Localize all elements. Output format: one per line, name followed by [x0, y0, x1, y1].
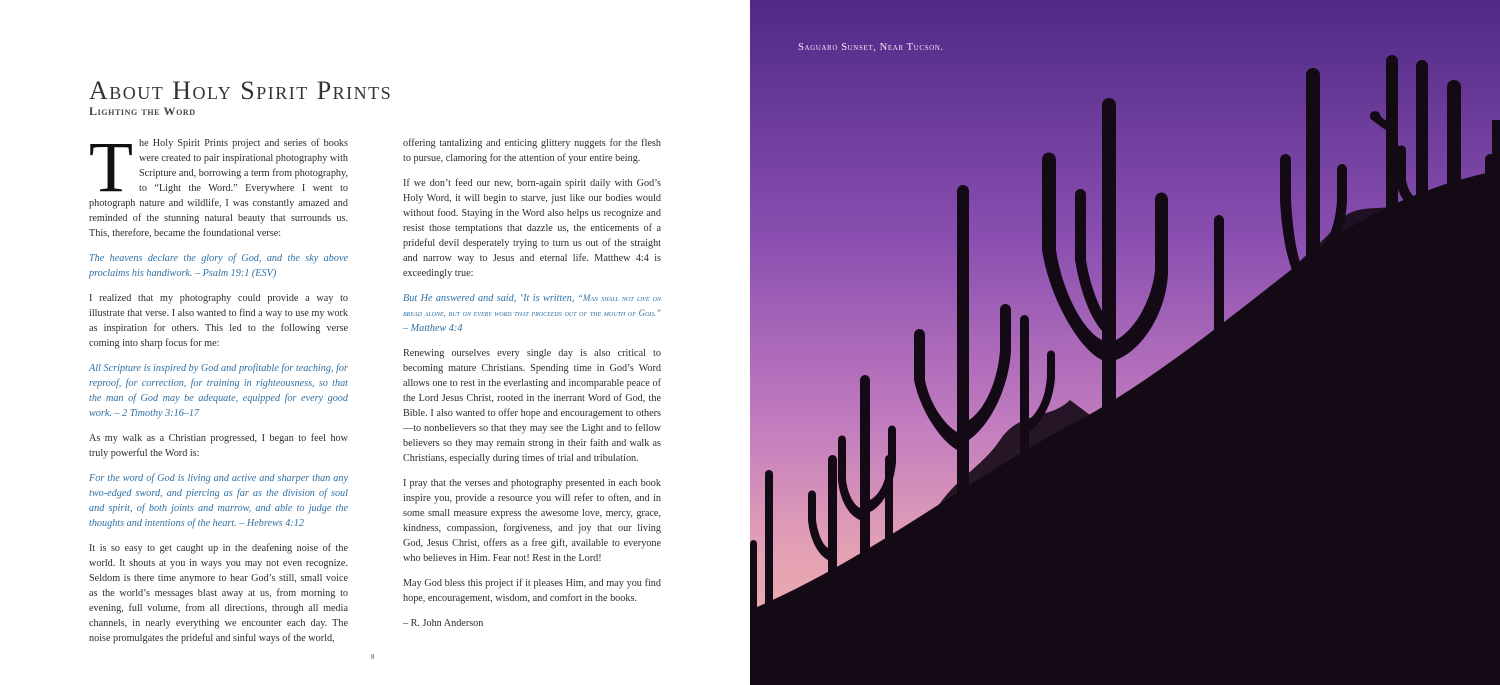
verse-matthew-lead: But He answered and said, ‘It is written, — [403, 293, 578, 304]
text-column-right — [403, 136, 661, 641]
verse-psalm: The heavens declare the glory of God, and the sky above proclaims his handiwork. – Psalm 19:1 (ESV) — [89, 253, 348, 279]
verse-matthew — [403, 291, 661, 336]
right-page — [750, 0, 1500, 685]
page-number: 8 — [371, 653, 375, 661]
verse-timothy: All Scripture is inspired by God and profitable for teaching, for reproof, for correction, for training in righteousness, so that the man of God may be adequate, equipped for every good work. – 2 Timothy 3:16–17 — [89, 363, 348, 419]
body-paragraph: If we don’t feed our new, born-again spirit daily with God’s Holy Word, it will begin to starve, just like our bodies would without food. Staying in the Word also helps us recognize and resist those temptations that dazzle us, the enticements of a prideful devil desperately trying to turn us out of the straight and narrow way to Jesus and eternal life. Matthew 4:4 is exceedingly true: — [403, 178, 661, 279]
page-title: About Holy Spirit Prints — [89, 76, 393, 105]
body-paragraph: Renewing ourselves every single day is also critical to becoming mature Christians. Spending time in God’s Word allows one to rest in the everlasting and incomparable peace of the Lord Jesus Christ, rooted in the inerrant Word of God, the Bible. I also wanted to offer hope and encouragement to others—to nonbelievers so that they may see the Light and to fellow believers so they may remain strong in their faith and walk as Christians, especially during times of trial and tribulation. — [403, 348, 661, 464]
text-column-left — [89, 127, 348, 656]
verse-matthew-quote: “Man shall not live on bread alone, but on every word that proceeds out of the mouth of God.” — [403, 293, 661, 318]
body-paragraph: As my walk as a Christian progressed, I began to feel how truly powerful the Word is: — [89, 433, 348, 459]
verse-matthew-ref: – Matthew 4:4 — [403, 323, 463, 334]
photo-caption: Saguaro Sunset, Near Tucson. — [798, 42, 944, 53]
body-paragraph: offering tantalizing and enticing glittery nuggets for the flesh to pursue, clamoring for the attention of your entire being. — [403, 138, 661, 164]
verse-hebrews: For the word of God is living and active and sharper than any two-edged sword, and piercing as far as the division of soul and spirit, of both joints and marrow, and able to judge the thoughts and intentions of the heart. – Hebrews 4:12 — [89, 473, 348, 529]
body-paragraph: May God bless this project if it pleases Him, and may you find hope, encouragement, wisdom, and comfort in the books. — [403, 578, 661, 604]
author-signature: – R. John Anderson — [403, 618, 484, 629]
saguaro-sunset-photo — [750, 0, 1500, 685]
page-subtitle: Lighting the Word — [89, 104, 196, 118]
body-paragraph: I pray that the verses and photography presented in each book inspire you, provide a resource you will refer to often, and in some small measure express the awesome love, mercy, grace, kindness, compassion, forgiveness, and joy that our living God, Jesus Christ, offers as a free gift, available to everyone who believes in Him. Fear not! Rest in the Lord! — [403, 478, 661, 564]
intro-paragraph — [89, 127, 348, 241]
intro-paragraph-text: he Holy Spirit Prints project and series of books were created to pair inspirational photography with Scripture and, borrowing a term from photography, to “Light the Word.” Everywhere I went to photograph nature and wildlife, I was constantly amazed and reminded of the stunning natural beauty that surrounds us. This, therefore, became the foundational verse: — [89, 138, 348, 239]
body-paragraph: It is so easy to get caught up in the deafening noise of the world. It shouts at you in ways you may not even recognize. Seldom is there time anymore to hear God’s still, small voice as the world’s messages blast away at us, from morning to evening, full volume, from all directions, through all media channels, in nearly everything we encounter each day. The noise promulgates the prideful and sinful ways of the world, — [89, 543, 348, 644]
drop-cap: T — [89, 127, 133, 207]
body-paragraph: I realized that my photography could provide a way to illustrate that verse. I also wanted to find a way to use my work as inspiration for others. This led to the following verse coming into sharp focus for me: — [89, 293, 348, 349]
